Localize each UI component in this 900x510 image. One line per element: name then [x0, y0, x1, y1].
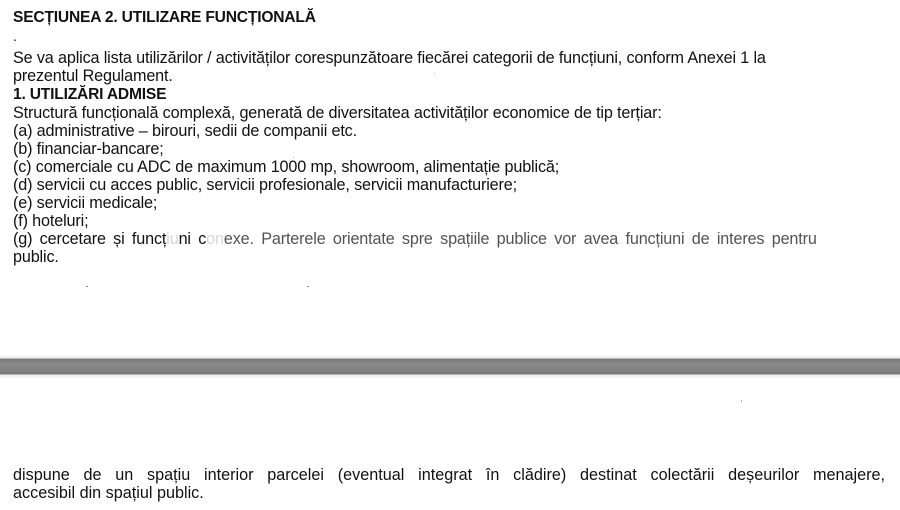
scan-speck — [434, 73, 435, 74]
list-item-c: (c) comerciale cu ADC de maximum 1000 mp, showroom, alimentație publică; — [13, 158, 560, 176]
list-item-g-part-2: ni c — [178, 230, 207, 248]
bottom-text-line-2: accesibil din spațiul public. — [13, 484, 204, 502]
document-page-bottom — [0, 378, 900, 510]
intro-text-line-2: prezentul Regulament. — [13, 67, 173, 85]
list-item-g-continuation: public. — [13, 248, 59, 266]
list-item-g-prefix: (g) cercetare și funcț — [13, 230, 167, 248]
list-item-f: (f) hoteluri; — [13, 212, 89, 230]
list-item-e: (e) servicii medicale; — [13, 194, 158, 212]
list-item-g — [13, 230, 817, 248]
page-break-separator — [0, 356, 900, 378]
list-item-b: (b) financiar-bancare; — [13, 140, 164, 158]
stray-dot: . — [13, 28, 17, 44]
scan-speck — [307, 286, 309, 287]
list-item-d: (d) servicii cu acces public, servicii profesionale, servicii manufacturiere; — [13, 176, 517, 194]
structure-description: Structură funcțională complexă, generată de diversitatea activităților economice de tip terțiar: — [13, 104, 662, 122]
scan-speck — [86, 286, 88, 287]
section-title: SECȚIUNEA 2. UTILIZARE FUNCȚIONALĂ — [13, 9, 316, 26]
subsection-title: 1. UTILIZĂRI ADMISE — [13, 86, 167, 103]
scan-speck — [293, 157, 294, 158]
bottom-text-line-1: dispune de un spațiu interior parcelei (eventual integrat în clădire) destinat colectării deșeurilor menajere, — [13, 466, 885, 484]
list-item-g-faded-2: on — [206, 230, 224, 248]
scan-speck — [741, 400, 742, 402]
list-item-a: (a) administrative – birouri, sedii de companii etc. — [13, 122, 357, 140]
intro-text-line-1: Se va aplica lista utilizărilor / activităților corespunzătoare fiecărei categorii de funcțiuni, conform Anexei 1 la — [13, 49, 766, 67]
list-item-g-part-3: exe. Parterele orientate spre spațiile publice vor avea funcțiuni de interes pentru — [223, 230, 817, 248]
list-item-g-faded-1: iu — [166, 230, 179, 248]
